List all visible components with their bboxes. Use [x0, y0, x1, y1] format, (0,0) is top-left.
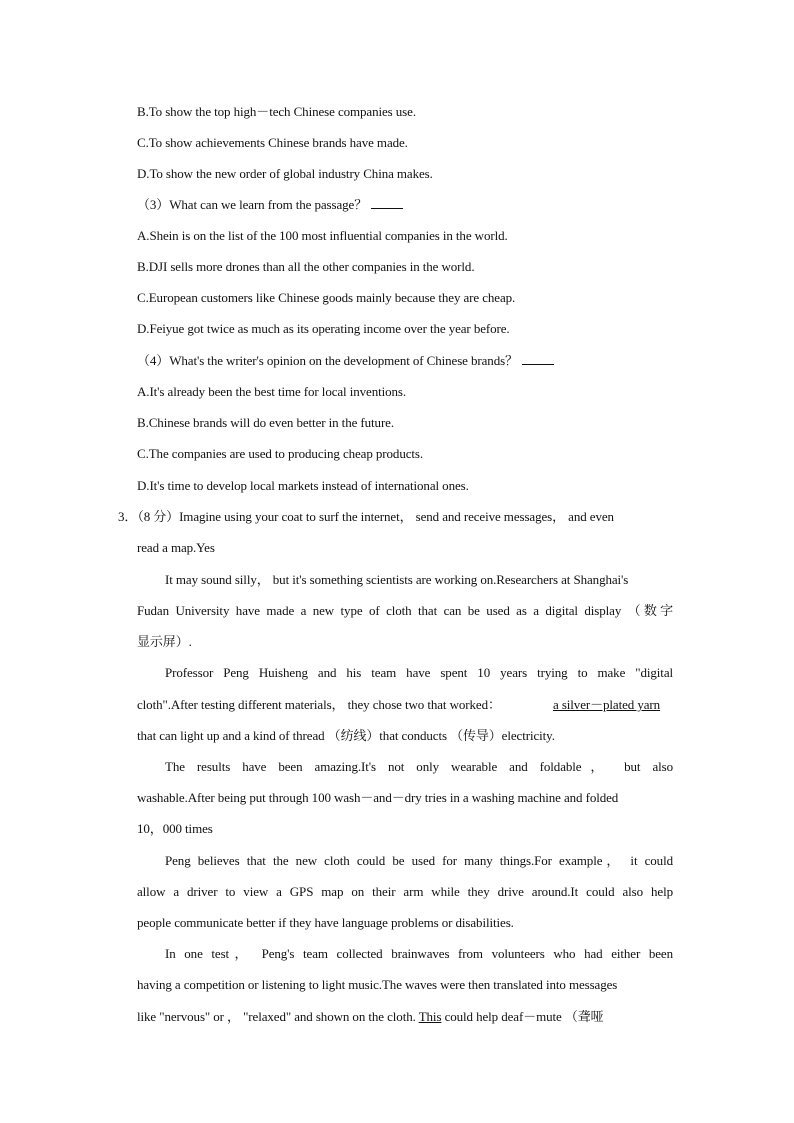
- q2-sub4-option-d: D.It's time to develop local markets instead of international ones.: [137, 478, 469, 493]
- answer-blank[interactable]: [522, 352, 554, 365]
- q3-number: 3．: [118, 509, 138, 524]
- q2-sub3-option-d: D.Feiyue got twice as much as its operating income over the year before.: [137, 321, 510, 336]
- q3-first-line: [118, 508, 674, 526]
- q2-sub3-option-c: C.European customers like Chinese goods mainly because they are cheap.: [137, 290, 516, 305]
- q2-sub3-option-a: A.Shein is on the list of the 100 most influential companies in the world.: [137, 228, 508, 243]
- q2-sub4-option-b: B.Chinese brands will do even better in the future.: [137, 415, 395, 430]
- q2-sub3-question-text: （3）What can we learn from the passage？: [137, 197, 368, 212]
- answer-blank[interactable]: [371, 196, 403, 209]
- q3-para2-line2: [137, 696, 501, 714]
- q3-para2-line2-text: cloth".After testing different materials， they chose two that worked：: [137, 697, 501, 712]
- underlined-word-this: This: [418, 1009, 442, 1024]
- underlined-phrase: a silver－plated yarn: [553, 697, 661, 712]
- q3-para5-line3-text: like "nervous" or ， "relaxed" and shown on the cloth.: [137, 1009, 416, 1024]
- q3-para5-line3-end: could help deaf－mute （聋哑: [444, 1009, 604, 1024]
- q2-sub3-question: [137, 196, 403, 214]
- q3-para4-line1: Peng believes that the new cloth could be used for many things.For example， it could: [165, 853, 673, 868]
- q3-para3-line2: washable.After being put through 100 wash－and－dry tries in a washing machine and folded: [137, 790, 619, 805]
- q3-para2-line1: Professor Peng Huisheng and his team have spent 10 years trying to make "digital: [165, 665, 673, 680]
- q2-sub4-question: [137, 352, 554, 370]
- q3-para5-line2: having a competition or listening to light music.The waves were then translated into messages: [137, 977, 618, 992]
- q3-para3-line3: 10，000 times: [137, 821, 213, 836]
- q2-option-d: D.To show the new order of global industry China makes.: [137, 166, 433, 181]
- q3-para5-line3: [137, 1008, 604, 1026]
- q2-option-c: C.To show achievements Chinese brands have made.: [137, 135, 408, 150]
- q3-para1-line2: Fudan University have made a new type of cloth that can be used as a digital display （数字: [137, 603, 673, 618]
- q3-para4-line3: people communicate better if they have language problems or disabilities.: [137, 915, 514, 930]
- q3-para5-line1: In one test， Peng's team collected brainwaves from volunteers who had either been: [165, 946, 673, 961]
- q3-para3-line1: The results have been amazing.It's not only wearable and foldable， but also: [165, 759, 673, 774]
- q3-para4-line2: allow a driver to view a GPS map on their arm while they drive around.It could also help: [137, 884, 673, 899]
- q3-line-2: read a map.Yes: [137, 540, 215, 555]
- q3-line-1: Imagine using your coat to surf the internet， send and receive messages， and even: [179, 509, 614, 524]
- q2-sub4-option-c: C.The companies are used to producing cheap products.: [137, 446, 424, 461]
- q3-para1-line3: 显示屏）.: [137, 634, 192, 649]
- q2-sub4-option-a: A.It's already been the best time for local inventions.: [137, 384, 407, 399]
- q3-score: （8 分）: [137, 509, 180, 524]
- q3-para1-line1: It may sound silly， but it's something scientists are working on.Researchers at Shanghai's: [165, 572, 629, 587]
- q2-sub4-question-text: （4）What's the writer's opinion on the development of Chinese brands？: [137, 353, 518, 368]
- q3-para2-line3: that can light up and a kind of thread （纺线）that conducts （传导）electricity.: [137, 728, 555, 743]
- q2-sub3-option-b: B.DJI sells more drones than all the other companies in the world.: [137, 259, 475, 274]
- q2-option-b: B.To show the top high－tech Chinese companies use.: [137, 104, 416, 119]
